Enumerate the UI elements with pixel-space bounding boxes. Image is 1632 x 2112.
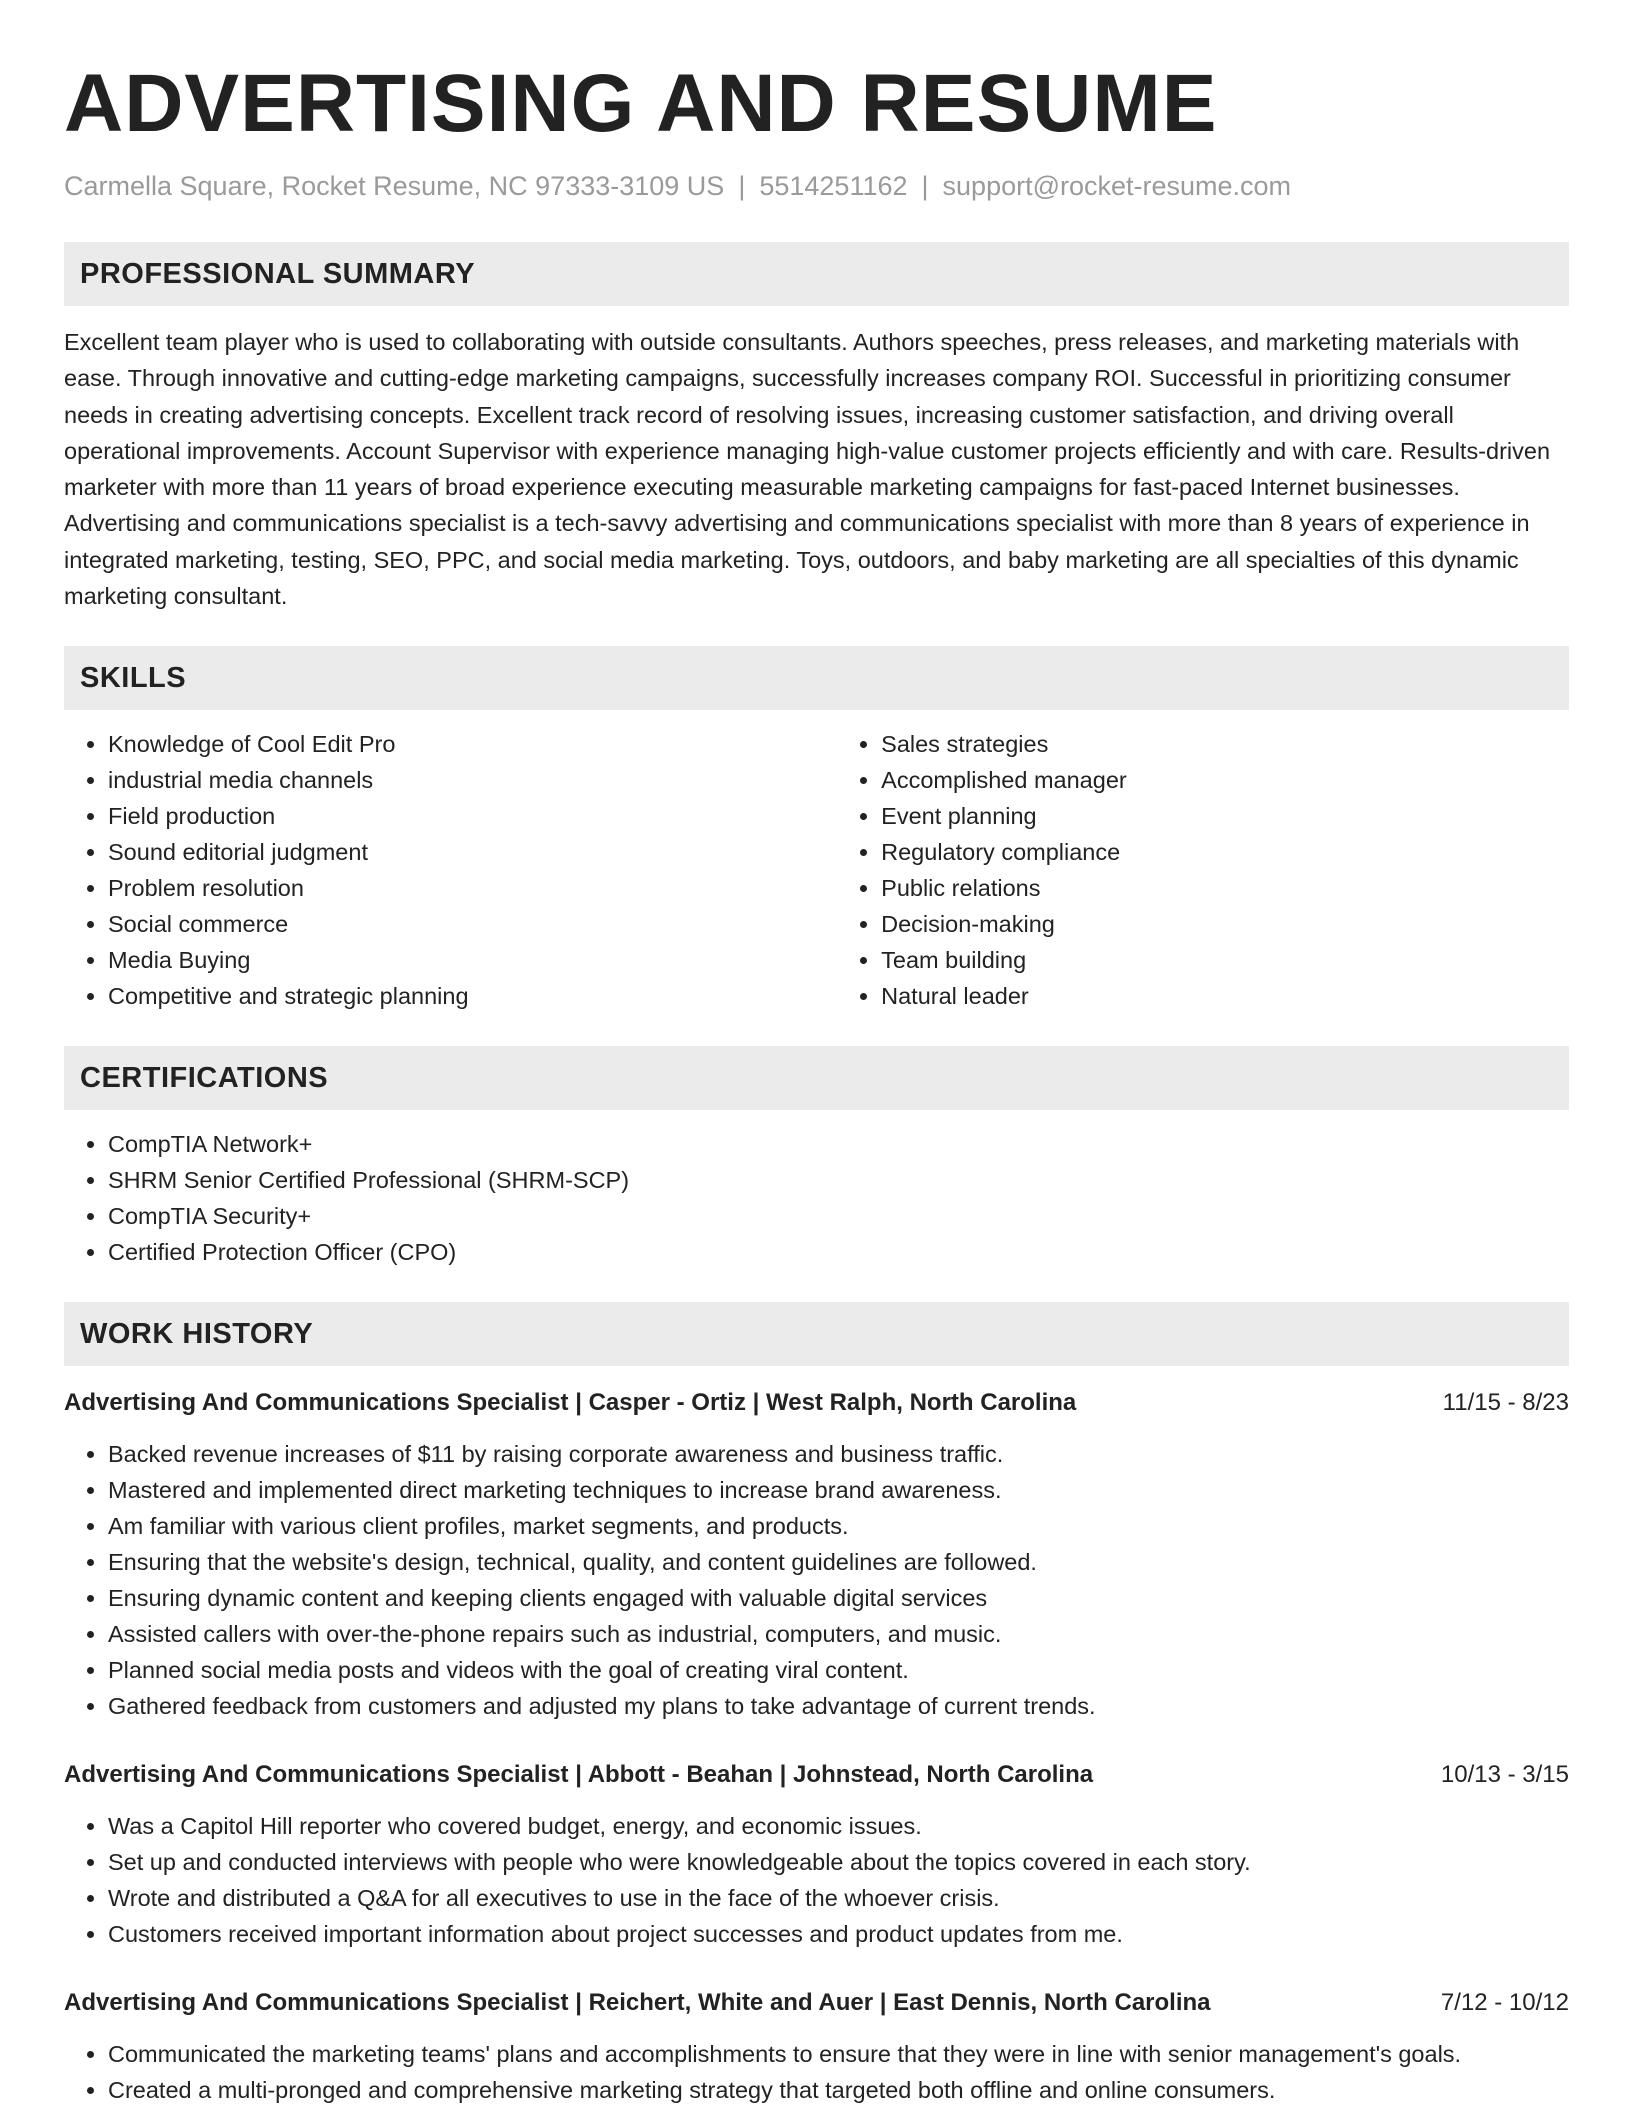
job-bullet: • Mastered and implemented direct marketing techniques to increase brand awareness. (108, 1472, 1569, 1508)
work-history-heading: WORK HISTORY (80, 1317, 314, 1350)
job-bullet: • Ensuring dynamic content and keeping clients engaged with valuable digital services (108, 1580, 1569, 1616)
job-entry (64, 1758, 1569, 1952)
job-title: Advertising And Communications Specialist | Casper - Ortiz | West Ralph, North Carolina (64, 1389, 1077, 1417)
skill-item: • Public relations (881, 870, 1569, 906)
summary-section-header (64, 242, 1569, 306)
skills-column-2 (837, 726, 1569, 1014)
candidate-name: ADVERTISING AND RESUME (64, 58, 1218, 149)
job-bullet: • Customers received important information about project successes and product updates from me. (108, 1916, 1569, 1952)
job-dates: 10/13 - 3/15 (1440, 1761, 1569, 1789)
job-entry (64, 1386, 1569, 1724)
job-dates: 7/12 - 10/12 (1440, 1989, 1569, 2017)
job-header (64, 1986, 1569, 2020)
job-bullets (64, 2036, 1569, 2108)
skill-item: • Sales strategies (881, 726, 1569, 762)
job-header (64, 1758, 1569, 1792)
skill-item: • Accomplished manager (881, 762, 1569, 798)
job-bullet: • Communicated the marketing teams' plans and accomplishments to ensure that they were in line with senior management's goals. (108, 2036, 1569, 2072)
skills-column-1 (64, 726, 837, 1014)
job-bullet: • Assisted callers with over-the-phone repairs such as industrial, computers, and music. (108, 1616, 1569, 1652)
summary-heading: PROFESSIONAL SUMMARY (80, 257, 476, 290)
job-bullets (64, 1436, 1569, 1724)
job-entry (64, 1986, 1569, 2108)
job-bullet: • Created a multi-pronged and comprehensive marketing strategy that targeted both offline and online consumers. (108, 2072, 1569, 2108)
skills-section-header (64, 646, 1569, 710)
job-dates: 11/15 - 8/23 (1442, 1389, 1569, 1417)
contact-email: support@rocket-resume.com (942, 171, 1292, 201)
contact-phone: 5514251162 (759, 171, 908, 201)
certification-item: • CompTIA Security+ (108, 1198, 1569, 1234)
skill-item: • Sound editorial judgment (108, 834, 837, 870)
contact-separator: | (921, 171, 929, 201)
skill-item: • Field production (108, 798, 837, 834)
job-bullet: • Was a Capitol Hill reporter who covered budget, energy, and economic issues. (108, 1808, 1569, 1844)
skill-item: • Problem resolution (108, 870, 837, 906)
job-bullet: • Wrote and distributed a Q&A for all executives to use in the face of the whoever crisis. (108, 1880, 1569, 1916)
skill-item: • Team building (881, 942, 1569, 978)
skill-item: • Competitive and strategic planning (108, 978, 837, 1014)
job-bullet: • Set up and conducted interviews with people who were knowledgeable about the topics covered in each story. (108, 1844, 1569, 1880)
skill-item: • Natural leader (881, 978, 1569, 1014)
certifications-heading: CERTIFICATIONS (80, 1061, 329, 1094)
job-bullet: • Ensuring that the website's design, technical, quality, and content guidelines are followed. (108, 1544, 1569, 1580)
certifications-section-header (64, 1046, 1569, 1110)
skill-item: • Media Buying (108, 942, 837, 978)
skill-item: • Event planning (881, 798, 1569, 834)
summary-text: Excellent team player who is used to collaborating with outside consultants. Authors speeches, press releases, and marketing materials with ease. Through innovative and cutting-edge marketing campaigns, successfully increases company ROI. Successful in prioritizing consumer needs in creating advertising concepts. Excellent track record of resolving issues, increasing customer satisfaction, and driving overall operational improvements. Account Supervisor with experience managing high-value customer projects efficiently and with care. Results-driven marketer with more than 11 years of broad experience executing measurable marketing campaigns for fast-paced Internet businesses. Advertising and communications specialist is a tech-savvy advertising and communications specialist with more than 8 years of experience in integrated marketing, testing, SEO, PPC, and social media marketing. Toys, outdoors, and baby marketing are all specialties of this dynamic marketing consultant. (64, 329, 1551, 610)
job-title: Advertising And Communications Specialist | Abbott - Beahan | Johnstead, North Carolina (64, 1761, 1094, 1789)
skill-item: • Regulatory compliance (881, 834, 1569, 870)
certification-item: • CompTIA Network+ (108, 1126, 1569, 1162)
skill-item: • Knowledge of Cool Edit Pro (108, 726, 837, 762)
skill-item: • Decision-making (881, 906, 1569, 942)
job-bullet: • Planned social media posts and videos with the goal of creating viral content. (108, 1652, 1569, 1688)
skills-heading: SKILLS (80, 661, 187, 694)
job-bullet: • Gathered feedback from customers and adjusted my plans to take advantage of current trends. (108, 1688, 1569, 1724)
contact-line (64, 168, 1569, 204)
job-header (64, 1386, 1569, 1420)
work-history-section-header (64, 1302, 1569, 1366)
job-bullet: • Am familiar with various client profiles, market segments, and products. (108, 1508, 1569, 1544)
contact-address: Carmella Square, Rocket Resume, NC 97333-3109 US (64, 171, 725, 201)
skill-item: • industrial media channels (108, 762, 837, 798)
skills-grid (64, 726, 1569, 1014)
certification-item: • SHRM Senior Certified Professional (SHRM-SCP) (108, 1162, 1569, 1198)
contact-separator: | (738, 171, 746, 201)
job-bullets (64, 1808, 1569, 1952)
skill-item: • Social commerce (108, 906, 837, 942)
job-title: Advertising And Communications Specialist | Reichert, White and Auer | East Dennis, North Carolina (64, 1989, 1211, 2017)
certifications-list (64, 1126, 1569, 1270)
job-bullet: • Backed revenue increases of $11 by raising corporate awareness and business traffic. (108, 1436, 1569, 1472)
certification-item: • Certified Protection Officer (CPO) (108, 1234, 1569, 1270)
